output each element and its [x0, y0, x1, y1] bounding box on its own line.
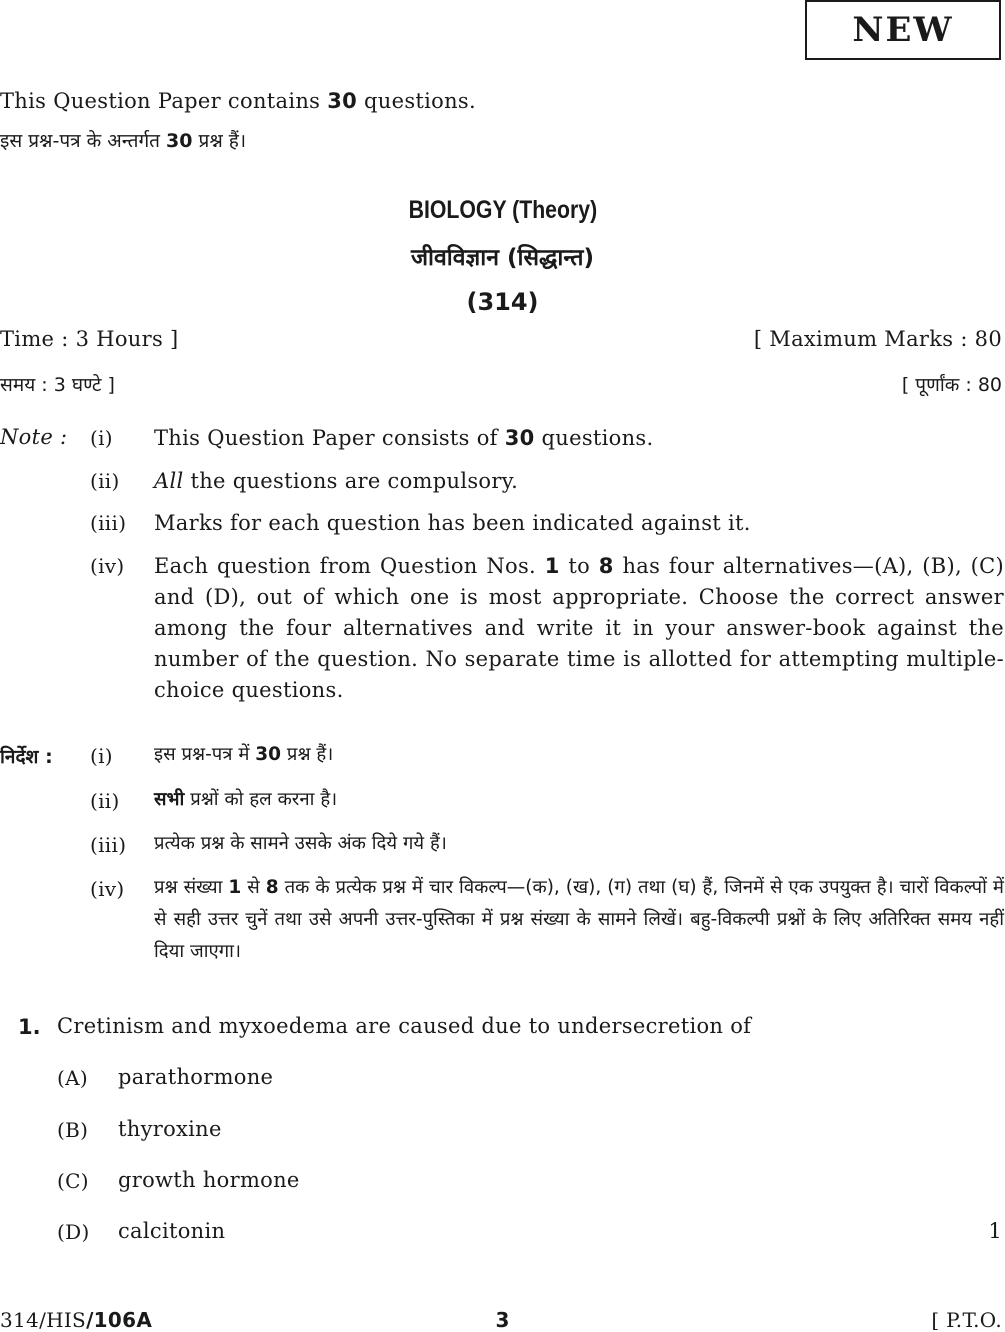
note-item: Each question from Question Nos. 1 to 8 has four alternatives—(A), (B), (C) and (D), out of which one is most appropriate. Choose the correct answer among the four alternatives and write it in your answer-book against the number of the question. No separate time is allotted for attempting multiple-choice questions. [154, 554, 1005, 702]
note-item: This Question Paper consists of 30 questions. [154, 426, 654, 450]
subject-code: (314) [466, 288, 539, 316]
contains-hi-num: 30 [166, 130, 193, 152]
option-label: (D) [57, 1220, 90, 1244]
option-text: parathormone [118, 1065, 274, 1089]
paper-code: 314/HIS/106A [0, 1308, 153, 1332]
note-label: Note : [0, 425, 68, 449]
option-label: (C) [57, 1169, 89, 1193]
time-en: Time : 3 Hours ] [0, 327, 179, 351]
page-number: 3 [495, 1308, 510, 1332]
note-item: All the questions are compulsory. [154, 469, 519, 493]
contains-line-en [0, 89, 476, 113]
note-item: Marks for each question has been indicated against it. [154, 511, 751, 535]
hindi-note-item: इस प्रश्न-पत्र में 30 प्रश्न हैं। [154, 744, 334, 765]
hindi-note-item: प्रश्न संख्या 1 से 8 तक के प्रत्येक प्रश्न में चार विकल्प—(क), (ख), (ग) तथा (घ) हैं, जिनमें से एक उपयुक्त है। चारों विकल्पों में से सही उत्तर चुनें तथा उसे अपनी उत्तर-पुस्तिका में प्रश्न संख्या के सामने लिखें। बहु-विकल्पी प्रश्नों के लिए अतिरिक्त समय नहीं दिया जाएगा। [154, 877, 1004, 962]
contains-hi-post: प्रश्न हैं। [192, 130, 247, 152]
contains-en-pre: This Question Paper contains [0, 89, 328, 113]
time-hi: समय : 3 घण्टे ] [0, 374, 115, 396]
pto-label: [ P.T.O. [931, 1308, 1002, 1332]
subject-title-hi: जीवविज्ञान (सिद्धान्त) [410, 245, 595, 271]
hindi-note-item: सभी प्रश्नों को हल करना है। [154, 789, 338, 810]
hindi-note-item: प्रत्येक प्रश्न के सामने उसके अंक दिये गये हैं। [154, 833, 447, 854]
contains-en-num: 30 [327, 89, 358, 113]
question-number: 1. [18, 1015, 41, 1039]
note-num: (ii) [90, 469, 120, 493]
option-text: calcitonin [118, 1219, 226, 1243]
subject-title-en: BIOLOGY (Theory) [408, 196, 597, 224]
hindi-note-num: (i) [90, 744, 113, 768]
note-num: (iv) [90, 554, 125, 578]
option-text: thyroxine [118, 1117, 222, 1141]
hindi-note-num: (iii) [90, 833, 127, 857]
contains-en-post: questions. [357, 89, 476, 113]
hindi-note-num: (ii) [90, 789, 120, 813]
marks-en: [ Maximum Marks : 80 [753, 327, 1002, 351]
note-num: (i) [90, 426, 113, 450]
hindi-note-num: (iv) [90, 877, 125, 901]
contains-line-hi [0, 127, 246, 153]
contains-hi-pre: इस प्रश्न-पत्र के अन्तर्गत [0, 130, 167, 152]
question-text: Cretinism and myxoedema are caused due to undersecretion of [57, 1014, 752, 1038]
option-label: (A) [57, 1066, 88, 1090]
question-marks: 1 [988, 1219, 1002, 1243]
marks-hi: [ पूर्णांक : 80 [901, 374, 1002, 396]
hindi-note-label: निर्देश : [0, 746, 53, 768]
note-num: (iii) [90, 511, 127, 535]
new-badge: NEW [805, 0, 1001, 60]
option-label: (B) [57, 1118, 89, 1142]
option-text: growth hormone [118, 1168, 300, 1192]
